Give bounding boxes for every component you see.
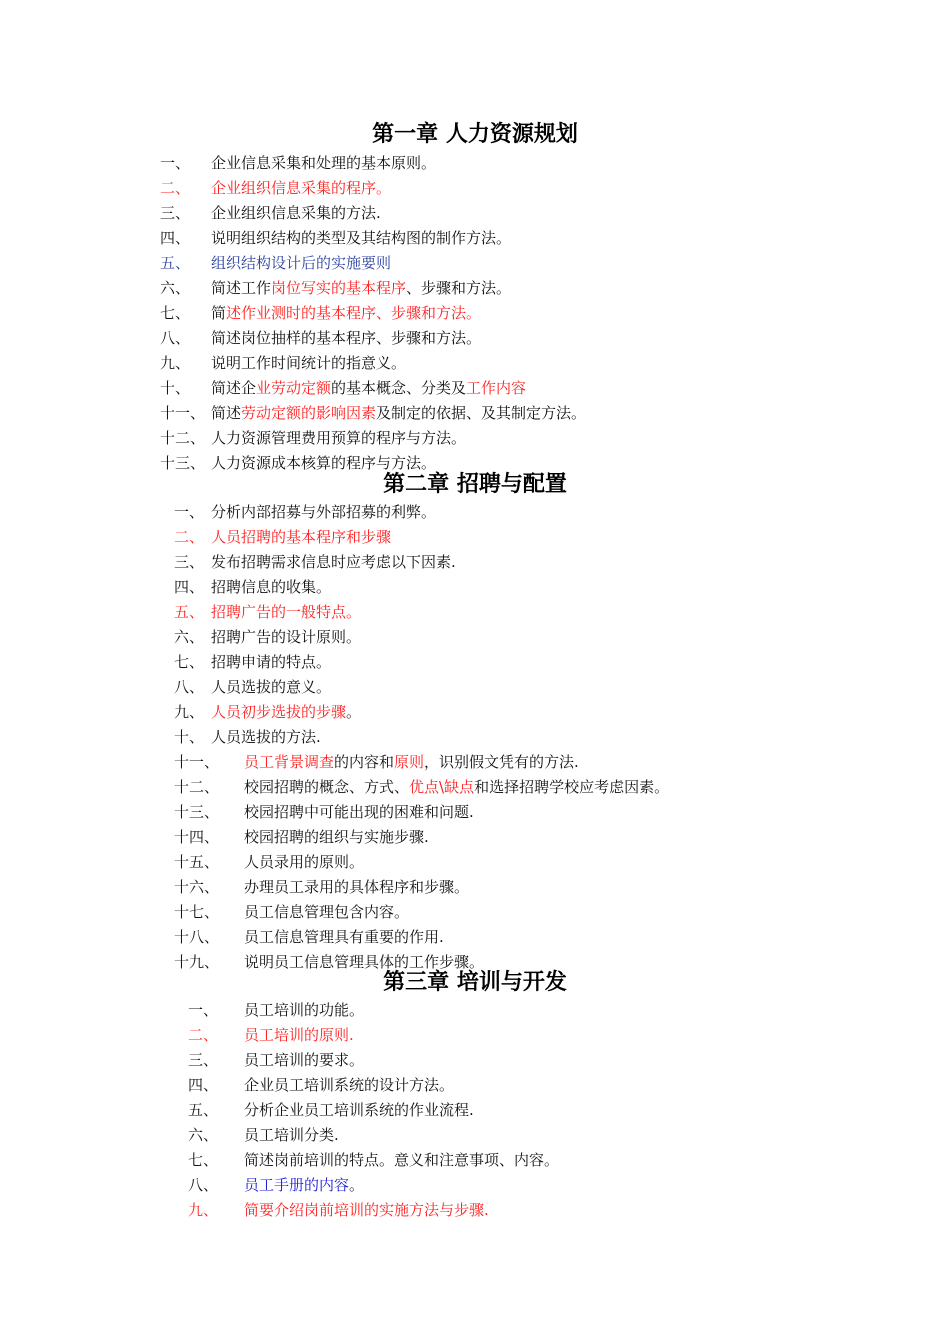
outline-text: 组织结构设计后的实施要则: [211, 254, 392, 272]
outline-text: 人员招聘的基本程序和步骤: [211, 528, 392, 546]
outline-number: 八、: [160, 329, 191, 347]
outline-text: 员工培训的原则.: [244, 1026, 354, 1044]
outline-text: 员工培训的要求。: [244, 1051, 365, 1069]
outline-text: 说明组织结构的类型及其结构图的制作方法。: [211, 229, 512, 247]
outline-number: 六、: [188, 1126, 219, 1144]
outline-number: 六、: [174, 628, 205, 646]
outline-text: 员工信息管理包含内容。: [244, 903, 410, 921]
outline-number: 三、: [160, 204, 191, 222]
outline-text: 人员录用的原则。: [244, 853, 365, 871]
outline-number: 十二、: [160, 429, 206, 447]
outline-text: 人力资源成本核算的程序与方法。: [211, 454, 437, 472]
outline-number: 五、: [160, 254, 191, 272]
outline-text: 校园招聘的组织与实施步骤.: [244, 828, 429, 846]
outline-text: 人员选拔的方法.: [211, 728, 321, 746]
outline-number: 四、: [160, 229, 191, 247]
outline-text: 企业组织信息采集的程序。: [211, 179, 392, 197]
outline-text: 员工手册的内容。: [244, 1176, 365, 1194]
outline-text: 简述作业测时的基本程序、步骤和方法。: [211, 304, 482, 322]
outline-number: 十五、: [174, 853, 220, 871]
outline-number: 十一、: [174, 753, 220, 771]
outline-text: 简述劳动定额的影响因素及制定的依据、及其制定方法。: [211, 404, 587, 422]
outline-number: 八、: [174, 678, 205, 696]
outline-text: 简述企业劳动定额的基本概念、分类及工作内容: [211, 379, 527, 397]
outline-text: 招聘广告的设计原则。: [211, 628, 362, 646]
outline-number: 七、: [160, 304, 191, 322]
outline-text: 员工信息管理具有重要的作用.: [244, 928, 444, 946]
outline-text: 说明工作时间统计的指意义。: [211, 354, 407, 372]
outline-number: 十三、: [160, 454, 206, 472]
outline-text: 简要介绍岗前培训的实施方法与步骤.: [244, 1201, 489, 1219]
outline-number: 九、: [174, 703, 205, 721]
outline-text: 发布招聘需求信息时应考虑以下因素.: [211, 553, 456, 571]
outline-number: 十、: [174, 728, 205, 746]
outline-text: 分析内部招募与外部招募的利弊。: [211, 503, 437, 521]
outline-text: 企业信息采集和处理的基本原则。: [211, 154, 437, 172]
outline-text: 员工培训分类.: [244, 1126, 339, 1144]
outline-number: 三、: [188, 1051, 219, 1069]
outline-number: 八、: [188, 1176, 219, 1194]
outline-number: 十三、: [174, 803, 220, 821]
outline-text: 校园招聘的概念、方式、优点\缺点和选择招聘学校应考虑因素。: [244, 778, 670, 796]
outline-number: 九、: [188, 1201, 219, 1219]
outline-text: 企业员工培训系统的设计方法。: [244, 1076, 455, 1094]
outline-text: 校园招聘中可能出现的困难和问题.: [244, 803, 474, 821]
outline-text: 员工背景调查的内容和原则，识别假文凭有的方法.: [244, 753, 579, 771]
chapter-title-2: 第二章 招聘与配置: [383, 472, 567, 497]
outline-number: 十六、: [174, 878, 220, 896]
outline-number: 四、: [188, 1076, 219, 1094]
outline-number: 七、: [174, 653, 205, 671]
outline-text: 办理员工录用的具体程序和步骤。: [244, 878, 470, 896]
outline-number: 一、: [174, 503, 205, 521]
outline-number: 二、: [160, 179, 191, 197]
outline-text: 说明员工信息管理具体的工作步骤。: [244, 953, 485, 971]
outline-text: 简述岗位抽样的基本程序、步骤和方法。: [211, 329, 482, 347]
outline-text: 分析企业员工培训系统的作业流程.: [244, 1101, 474, 1119]
outline-number: 六、: [160, 279, 191, 297]
outline-number: 二、: [174, 528, 205, 546]
outline-text: 人力资源管理费用预算的程序与方法。: [211, 429, 467, 447]
outline-number: 九、: [160, 354, 191, 372]
chapter-title-3: 第三章 培训与开发: [383, 970, 567, 995]
outline-text: 简述工作岗位写实的基本程序、步骤和方法。: [211, 279, 512, 297]
outline-number: 一、: [188, 1001, 219, 1019]
outline-text: 员工培训的功能。: [244, 1001, 365, 1019]
outline-number: 一、: [160, 154, 191, 172]
outline-number: 十一、: [160, 404, 206, 422]
outline-number: 四、: [174, 578, 205, 596]
outline-number: 七、: [188, 1151, 219, 1169]
outline-number: 十、: [160, 379, 191, 397]
outline-text: 人员选拔的意义。: [211, 678, 332, 696]
outline-number: 十二、: [174, 778, 220, 796]
outline-text: 招聘广告的一般特点。: [211, 603, 362, 621]
outline-number: 十九、: [174, 953, 220, 971]
outline-number: 十八、: [174, 928, 220, 946]
outline-number: 三、: [174, 553, 205, 571]
outline-text: 简述岗前培训的特点。意义和注意事项、内容。: [244, 1151, 560, 1169]
outline-text: 人员初步选拔的步骤。: [211, 703, 362, 721]
chapter-title-1: 第一章 人力资源规划: [372, 122, 578, 147]
outline-text: 招聘申请的特点。: [211, 653, 332, 671]
outline-number: 五、: [188, 1101, 219, 1119]
outline-number: 二、: [188, 1026, 219, 1044]
outline-number: 十四、: [174, 828, 220, 846]
outline-text: 招聘信息的收集。: [211, 578, 332, 596]
outline-number: 五、: [174, 603, 205, 621]
outline-number: 十七、: [174, 903, 220, 921]
outline-text: 企业组织信息采集的方法.: [211, 204, 381, 222]
